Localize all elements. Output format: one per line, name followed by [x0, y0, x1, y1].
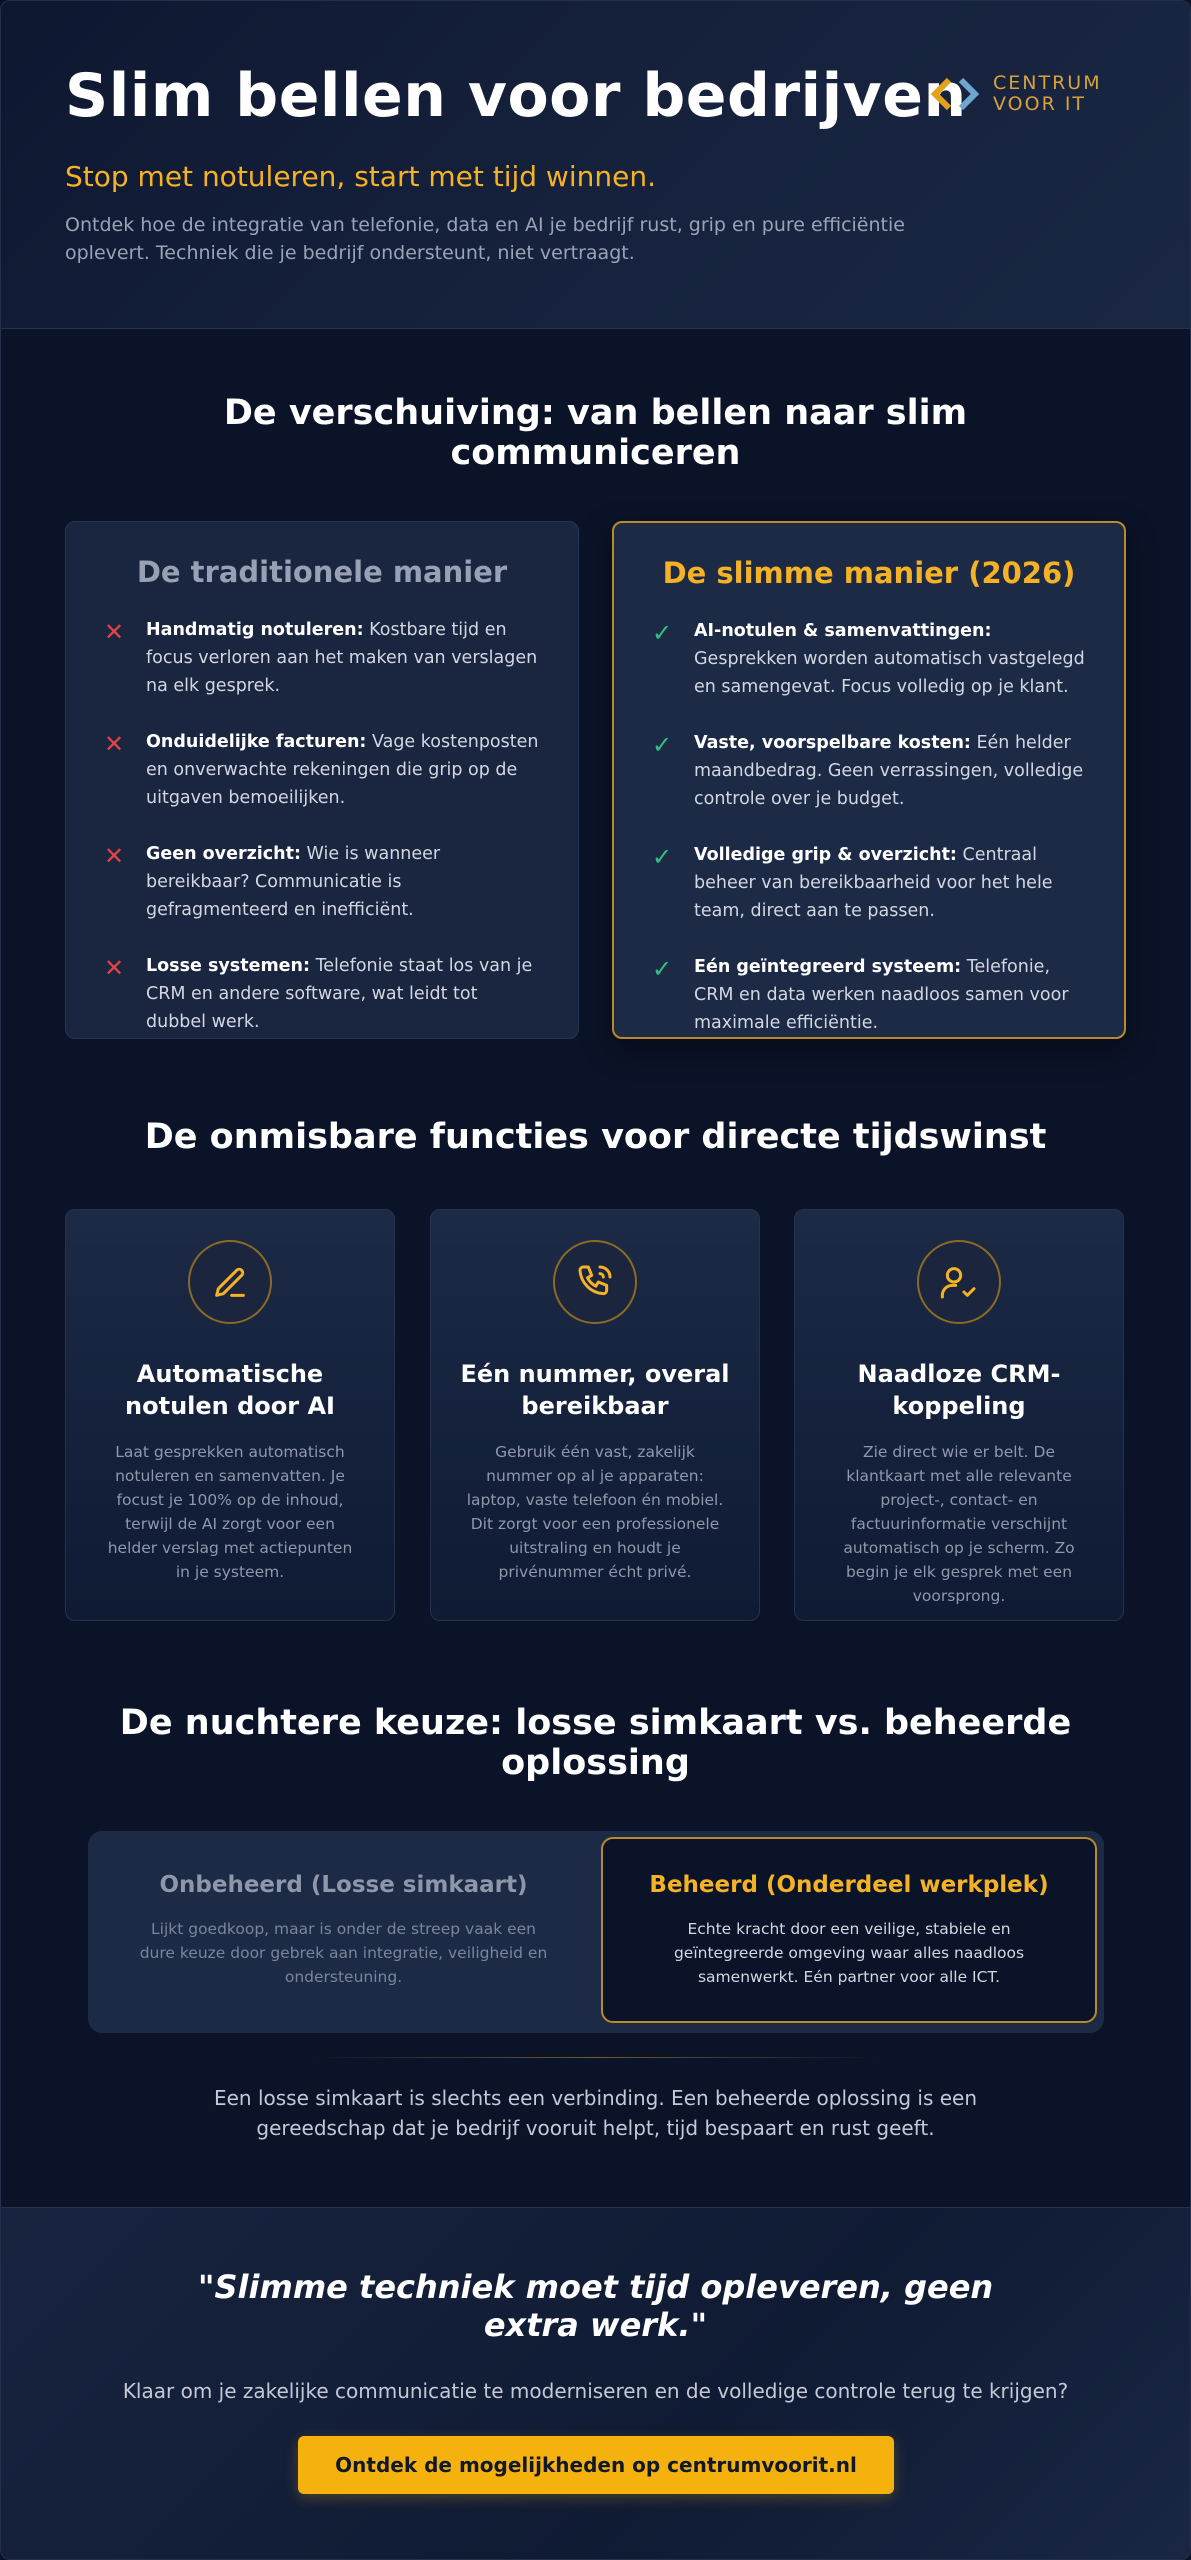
footer-text: Klaar om je zakelijke communicatie te moderniseren en de volledige controle terug te krijgen? [122, 2379, 1069, 2403]
feature-description: Laat gesprekken automatisch notuleren en samenvatten. Je focust je 100% op de inhoud, terwijl de AI zorgt voor een helder verslag met actiepunten in je systeem. [107, 1443, 353, 1581]
check-icon: ✓ [652, 731, 673, 759]
item-text: Vaste, voorspelbare kosten: Eén helder maandbedrag. Geen verrassingen, volledige controle over je budget. [694, 733, 1084, 809]
managed-option [601, 1837, 1097, 2023]
unmanaged-description: Lijkt goedkoop, maar is onder de streep vaak een dure keuze door gebrek aan integratie, veiligheid en ondersteuning. [139, 1920, 548, 1986]
list-item [102, 616, 542, 700]
logo-chevrons-icon [929, 74, 983, 114]
page-title: Slim bellen voor bedrijven [65, 61, 967, 131]
item-text: AI-notulen & samenvattingen: Gesprekken worden automatisch vastgelegd en samengevat. Focus volledig op je klant. [694, 621, 1085, 697]
intro-text: Ontdek hoe de integratie van telefonie, data en AI je bedrijf rust, grip en pure efficiëntie oplevert. Techniek die je bedrijf ondersteunt, niet vertraagt. [65, 214, 905, 264]
choice-conclusion [1, 2083, 1190, 2143]
feature-description: Zie direct wie er belt. De klantkaart met alle relevante project-, contact- en factuurinformatie verschijnt automatisch op je scherm. Zo begin je elk gesprek met een voorsprong. [843, 1443, 1075, 1605]
feature-card-crm [794, 1209, 1124, 1621]
conclusion-text: Een losse simkaart is slechts een verbinding. Een beheerde oplossing is een gereedschap dat je bedrijf vooruit helpt, tijd bespaart en rust geeft. [213, 2086, 978, 2140]
pencil-icon [188, 1240, 272, 1324]
check-icon: ✓ [652, 619, 673, 647]
list-item [650, 953, 1088, 1037]
phone-call-icon [553, 1240, 637, 1324]
hero-header [1, 1, 1190, 329]
brand-line-2: VOOR IT [993, 93, 1087, 115]
cta-button[interactable]: Ontdek de mogelijkheden op centrumvoorit.nl [298, 2436, 894, 2494]
list-item [102, 728, 542, 812]
smart-title: De slimme manier (2026) [662, 556, 1076, 590]
item-text: Onduidelijke facturen: Vage kostenposten en onverwachte rekeningen die grip op de uitgaven bemoeilijken. [146, 732, 539, 808]
features-title: De onmisbare functies voor directe tijdswinst [144, 1117, 1047, 1157]
shift-title: De verschuiving: van bellen naar slim communiceren [223, 393, 968, 473]
footer-cta-section [1, 2207, 1190, 2560]
quote [1, 2268, 1190, 2344]
feature-card-ai-notes [65, 1209, 395, 1621]
feature-cards [65, 1209, 1126, 1623]
cross-icon: ✕ [104, 730, 125, 758]
item-text: Losse systemen: Telefonie staat los van je CRM en andere software, wat leidt tot dubbel werk. [146, 956, 533, 1032]
traditional-title: De traditionele manier [136, 555, 508, 589]
managed-description: Echte kracht door een veilige, stabiele en geïntegreerde omgeving waar alles naadloos samenwerkt. Eén partner voor alle ICT. [673, 1920, 1025, 1986]
shift-section-heading [1, 393, 1190, 473]
check-icon: ✓ [652, 955, 673, 983]
list-item [102, 840, 542, 924]
item-text: Geen overzicht: Wie is wanneer bereikbaar? Communicatie is gefragmenteerd en inefficiënt. [146, 844, 441, 920]
brand-logo [929, 73, 1102, 115]
choice-comparison [88, 1831, 1104, 2033]
unmanaged-option [88, 1831, 599, 2033]
managed-title: Beheerd (Onderdeel werkplek) [649, 1872, 1049, 1898]
list-item [650, 729, 1088, 813]
list-item [650, 617, 1088, 701]
feature-title: Eén nummer, overal bereikbaar [460, 1360, 730, 1420]
choice-title: De nuchtere keuze: losse simkaart vs. beheerde oplossing [119, 1703, 1072, 1783]
feature-card-one-number [430, 1209, 760, 1621]
cross-icon: ✕ [104, 618, 125, 646]
brand-line-1: CENTRUM [993, 72, 1102, 94]
divider [311, 2057, 881, 2058]
choice-section-heading [1, 1703, 1190, 1783]
user-check-icon [917, 1240, 1001, 1324]
cross-icon: ✕ [104, 954, 125, 982]
feature-title: Naadloze CRM-koppeling [857, 1360, 1061, 1420]
feature-title: Automatische notulen door AI [125, 1360, 335, 1420]
quote-text: "Slimme techniek moet tijd opleveren, geen extra werk." [197, 2268, 994, 2344]
item-text: Volledige grip & overzicht: Centraal beheer van bereikbaarheid voor het hele team, direct aan te passen. [694, 845, 1053, 921]
brand-name [993, 73, 1102, 115]
item-text: Handmatig notuleren: Kostbare tijd en focus verloren aan het maken van verslagen na elk gesprek. [146, 620, 538, 696]
comparison-panels [65, 521, 1126, 1041]
list-item [102, 952, 542, 1036]
unmanaged-title: Onbeheerd (Losse simkaart) [159, 1872, 528, 1898]
item-text: Eén geïntegreerd systeem: Telefonie, CRM en data werken naadloos samen voor maximale efficiëntie. [694, 957, 1069, 1033]
check-icon: ✓ [652, 843, 673, 871]
page-subtitle: Stop met notuleren, start met tijd winnen. [65, 160, 656, 193]
smart-panel [612, 521, 1126, 1039]
cross-icon: ✕ [104, 842, 125, 870]
feature-description: Gebruik één vast, zakelijk nummer op al je apparaten: laptop, vaste telefoon én mobiel. Dit zorgt voor een professionele uitstraling en houdt je privénummer écht privé. [466, 1443, 724, 1581]
traditional-panel [65, 521, 579, 1039]
list-item [650, 841, 1088, 925]
features-section-heading [1, 1117, 1190, 1157]
